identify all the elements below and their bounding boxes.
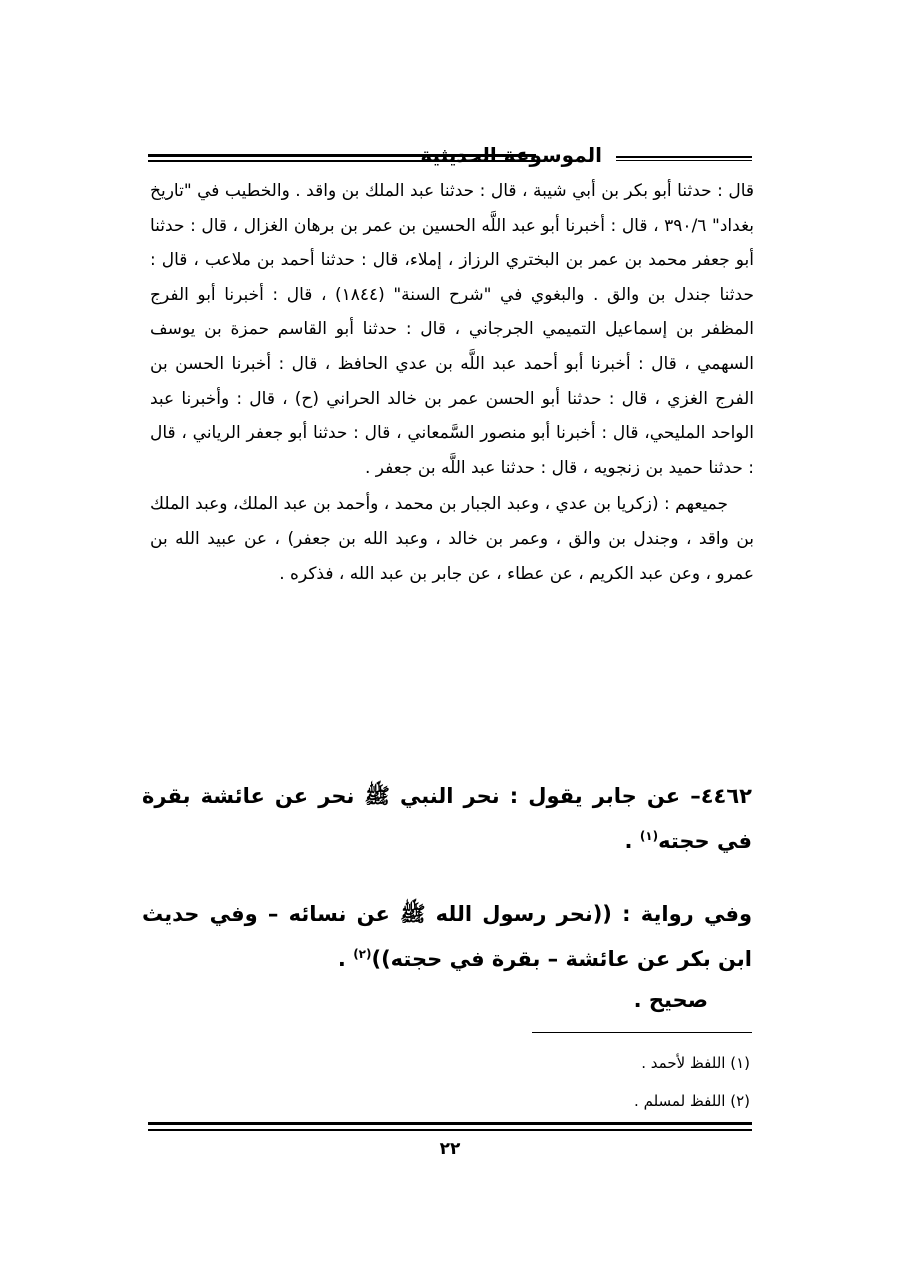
paragraph-summary: جميعهم : (زكريا بن عدي ، وعبد الجبار بن محمد ، وأحمد بن عبد الملك، وعبد الملك بن واقد ، وجندل بن والق ، وعمر بن خالد ، وعبد الله بن جعفر) ، عن عبيد الله بن عمرو ، وعن عبد الكريم ، عن عطاء ، عن جابر بن عبد الله ، فذكره . [150,494,754,584]
riwaya-end: . [337,947,354,971]
page-header [148,140,752,170]
footnote-1: (١) اللفظ لأحمد . [641,1054,750,1072]
footer-rule-top [148,1122,752,1125]
hadith-text [142,776,752,861]
paragraph-isnad: قال : حدثنا أبو بكر بن أبي شيبة ، قال : حدثنا عبد الملك بن واقد . والخطيب في "تاريخ بغداد" ٣٩٠/٦ ، قال : أخبرنا أبو عبد اللَّه الحسين بن عمر بن برهان الغزال ، قال : حدثنا أبو جعفر محمد بن عمر بن البختري الرزاز ، إملاء، قال : حدثنا أحمد بن ملاعب ، قال : حدثنا جندل بن والق . والبغوي في "شرح السنة" (١٨٤٤) ، قال : أخبرنا أبو الفرج المظفر بن إسماعيل التميمي الجرجاني ، قال : حدثنا أبو القاسم حمزة بن يوسف السهمي ، قال : أخبرنا أبو أحمد عبد اللَّه بن عدي الحافظ ، قال : أخبرنا الحسن بن الفرج الغزي ، قال : حدثنا أبو الحسن عمر بن خالد الحراني (ح) ، قال : وأخبرنا عبد الواحد المليحي، قال : أخبرنا أبو منصور السَّمعاني ، قال : حدثنا أبو جعفر الرياني ، قال : حدثنا حميد بن زنجويه ، قال : حدثنا عبد اللَّه بن جعفر . [150,181,755,478]
footnote-ref-2: (٢) [353,947,372,961]
main-text [150,174,754,591]
footnote-2: (٢) اللفظ لمسلم . [634,1092,750,1110]
riwaya-body: وفي رواية : ((نحر رسول الله ﷺ عن نسائه – وفي حديث ابن بكر عن عائشة – بقرة في حجته)) [142,902,752,971]
riwaya-text [142,894,752,979]
footnote-ref-1: (١) [639,829,659,843]
page-number: ٢٢ [439,1139,461,1159]
footnote-separator [532,1032,752,1033]
header-title: الموسوعة الحديثية [420,143,602,167]
footer-rule-bottom [148,1129,752,1131]
hadith-body: ٤٤٦٢– عن جابر يقول : نحر النبي ﷺ نحر عن عائشة بقرة في حجته [142,784,752,853]
hadith-end: . [624,829,640,853]
header-rule-right [616,156,752,161]
hadith-grade: صحيح . [633,988,708,1012]
